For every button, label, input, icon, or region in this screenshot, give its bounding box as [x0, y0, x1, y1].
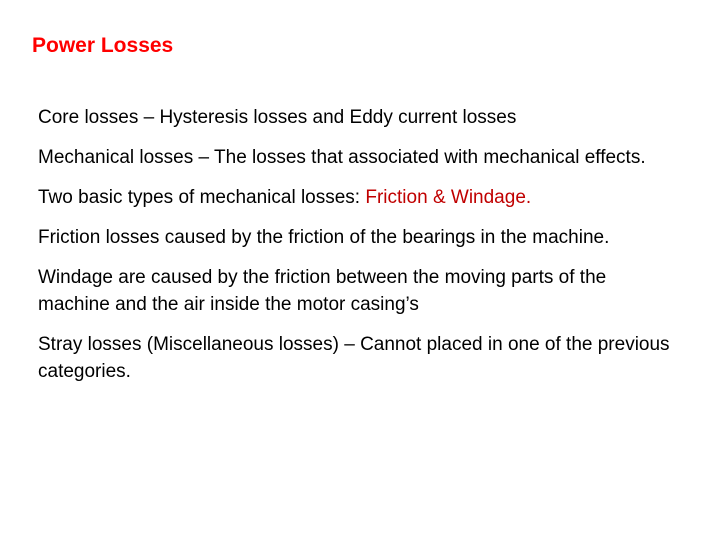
bullet-text: Stray losses (Miscellaneous losses) – Cannot placed in one of the previous categories. [38, 334, 670, 382]
bullet-text: Windage are caused by the friction between the moving parts of the machine and the air inside the motor casing’s [38, 267, 607, 315]
friction-windage-highlight: Friction & Windage. [365, 187, 532, 208]
bullet-text: Core losses – Hysteresis losses and Eddy current losses [38, 107, 517, 128]
bullet-mechanical-losses [38, 144, 678, 171]
slide-title: Power Losses [32, 34, 174, 57]
bullet-stray-losses [38, 331, 678, 385]
bullet-text: Two basic types of mechanical losses: [38, 187, 366, 208]
bullet-core-losses [38, 104, 678, 131]
bullet-friction-losses [38, 224, 678, 251]
bullet-windage [38, 264, 678, 318]
bullet-mechanical-types [38, 184, 678, 211]
bullet-text: Friction losses caused by the friction of the bearings in the machine. [38, 227, 610, 248]
bullet-text: Mechanical losses – The losses that associated with mechanical effects. [38, 147, 646, 168]
bullet-list [38, 104, 678, 398]
